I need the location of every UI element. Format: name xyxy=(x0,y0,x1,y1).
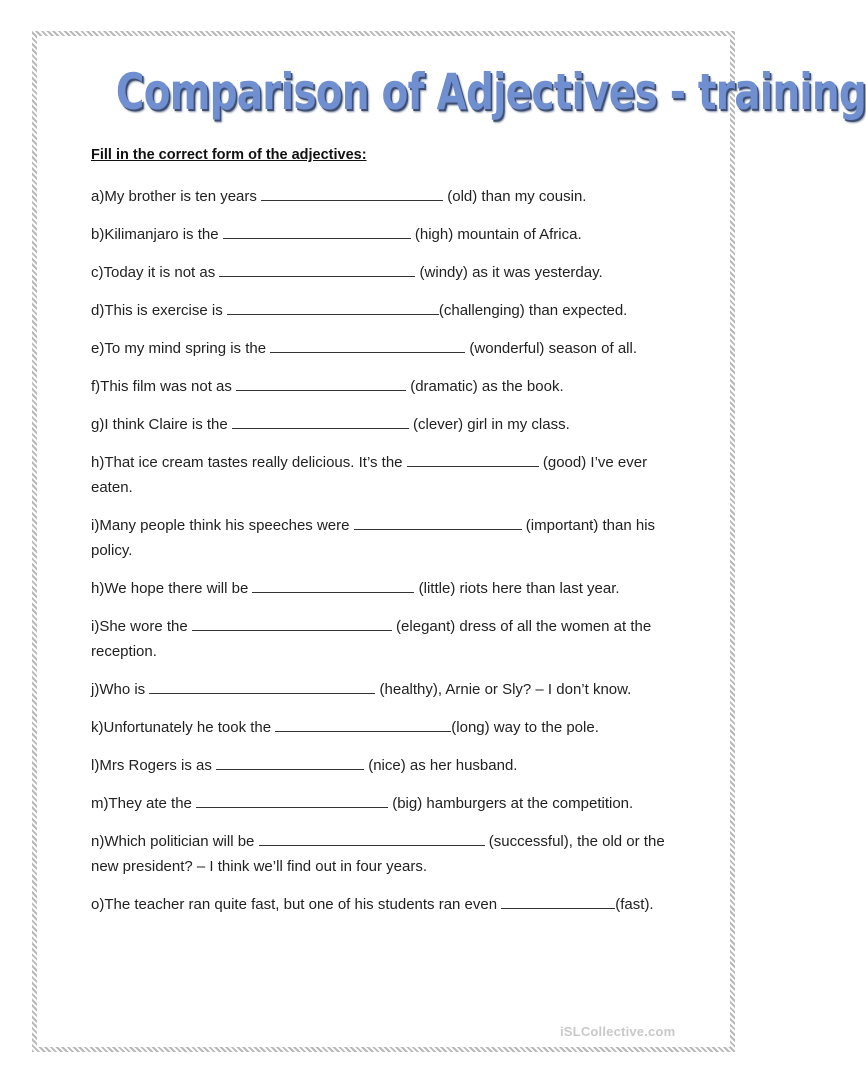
exercise-item xyxy=(91,374,681,399)
exercise-item xyxy=(91,412,681,437)
exercise-text-before: a)My brother is ten years xyxy=(91,188,262,205)
exercise-item xyxy=(91,791,681,816)
exercise-text-before: f)This film was not as xyxy=(91,378,237,395)
answer-blank xyxy=(219,262,415,277)
answer-blank xyxy=(252,578,414,593)
exercise-item xyxy=(91,298,681,323)
exercise-text-after: (challenging) than expected. xyxy=(438,302,628,319)
answer-blank xyxy=(216,755,364,770)
watermark: iSLCollective.com xyxy=(560,1024,676,1039)
exercise-text-before: n)Which politician will be xyxy=(91,833,259,850)
exercise-text-after: (nice) as her husband. xyxy=(364,757,518,774)
exercise-text-before: d)This is exercise is xyxy=(91,302,227,319)
answer-blank xyxy=(227,300,439,315)
exercise-text-after: (elegant) dress of all the women at the reception. xyxy=(91,618,652,660)
exercise-item xyxy=(91,513,681,563)
answer-blank xyxy=(149,679,375,694)
exercise-text-before: h)We hope there will be xyxy=(91,580,253,597)
exercise-text-before: k)Unfortunately he took the xyxy=(91,719,276,736)
answer-blank xyxy=(407,452,539,467)
answer-blank xyxy=(232,414,409,429)
exercise-text-after: (successful), the old or the new president? – I think we’ll find out in four years. xyxy=(91,833,665,875)
exercise-item xyxy=(91,222,681,247)
answer-blank xyxy=(270,338,465,353)
exercise-text-before: l)Mrs Rogers is as xyxy=(91,757,217,774)
answer-blank xyxy=(275,717,451,732)
exercise-item xyxy=(91,260,681,285)
exercise-text-before: o)The teacher ran quite fast, but one of his students ran even xyxy=(91,896,502,913)
exercise-item xyxy=(91,614,681,664)
exercise-text-before: i)Many people think his speeches were xyxy=(91,517,354,534)
exercise-text-after: (clever) girl in my class. xyxy=(408,416,570,433)
answer-blank xyxy=(196,793,388,808)
answer-blank xyxy=(223,224,411,239)
exercise-text-before: b)Kilimanjaro is the xyxy=(91,226,223,243)
answer-blank xyxy=(261,186,443,201)
exercise-text-before: i)She wore the xyxy=(91,618,192,635)
exercise-item xyxy=(91,336,681,361)
exercise-text-after: (fast). xyxy=(615,896,654,913)
exercise-text-after: (wonderful) season of all. xyxy=(465,340,637,357)
exercise-text-after: (windy) as it was yesterday. xyxy=(415,264,603,281)
exercise-list xyxy=(91,184,681,930)
exercise-text-after: (old) than my cousin. xyxy=(443,188,587,205)
exercise-text-after: (dramatic) as the book. xyxy=(406,378,564,395)
exercise-text-after: (good) I’ve ever eaten. xyxy=(91,454,648,496)
exercise-item xyxy=(91,184,681,209)
exercise-item xyxy=(91,829,681,879)
exercise-text-before: e)To my mind spring is the xyxy=(91,340,271,357)
exercise-text-after: (little) riots here than last year. xyxy=(414,580,620,597)
exercise-text-before: m)They ate the xyxy=(91,795,197,812)
exercise-text-before: g)I think Claire is the xyxy=(91,416,232,433)
exercise-item xyxy=(91,892,681,917)
exercise-text-after: (high) mountain of Africa. xyxy=(410,226,582,243)
exercise-text-after: (long) way to the pole. xyxy=(451,719,599,736)
exercise-text-after: (big) hamburgers at the competition. xyxy=(388,795,634,812)
exercise-item xyxy=(91,576,681,601)
answer-blank xyxy=(192,616,392,631)
instructions: Fill in the correct form of the adjectives: xyxy=(91,147,367,163)
exercise-item xyxy=(91,753,681,778)
answer-blank xyxy=(354,515,522,530)
exercise-text-after: (healthy), Arnie or Sly? – I don’t know. xyxy=(375,681,632,698)
exercise-text-before: c)Today it is not as xyxy=(91,264,220,281)
exercise-item xyxy=(91,715,681,740)
exercise-item xyxy=(91,450,681,500)
exercise-text-before: j)Who is xyxy=(91,681,150,698)
exercise-text-before: h)That ice cream tastes really delicious. It’s the xyxy=(91,454,407,471)
exercise-item xyxy=(91,677,681,702)
answer-blank xyxy=(501,894,615,909)
exercise-text-after: (important) than his policy. xyxy=(91,517,656,559)
answer-blank xyxy=(259,831,485,846)
answer-blank xyxy=(236,376,406,391)
worksheet-title: Comparison of Adjectives - training xyxy=(115,63,866,121)
